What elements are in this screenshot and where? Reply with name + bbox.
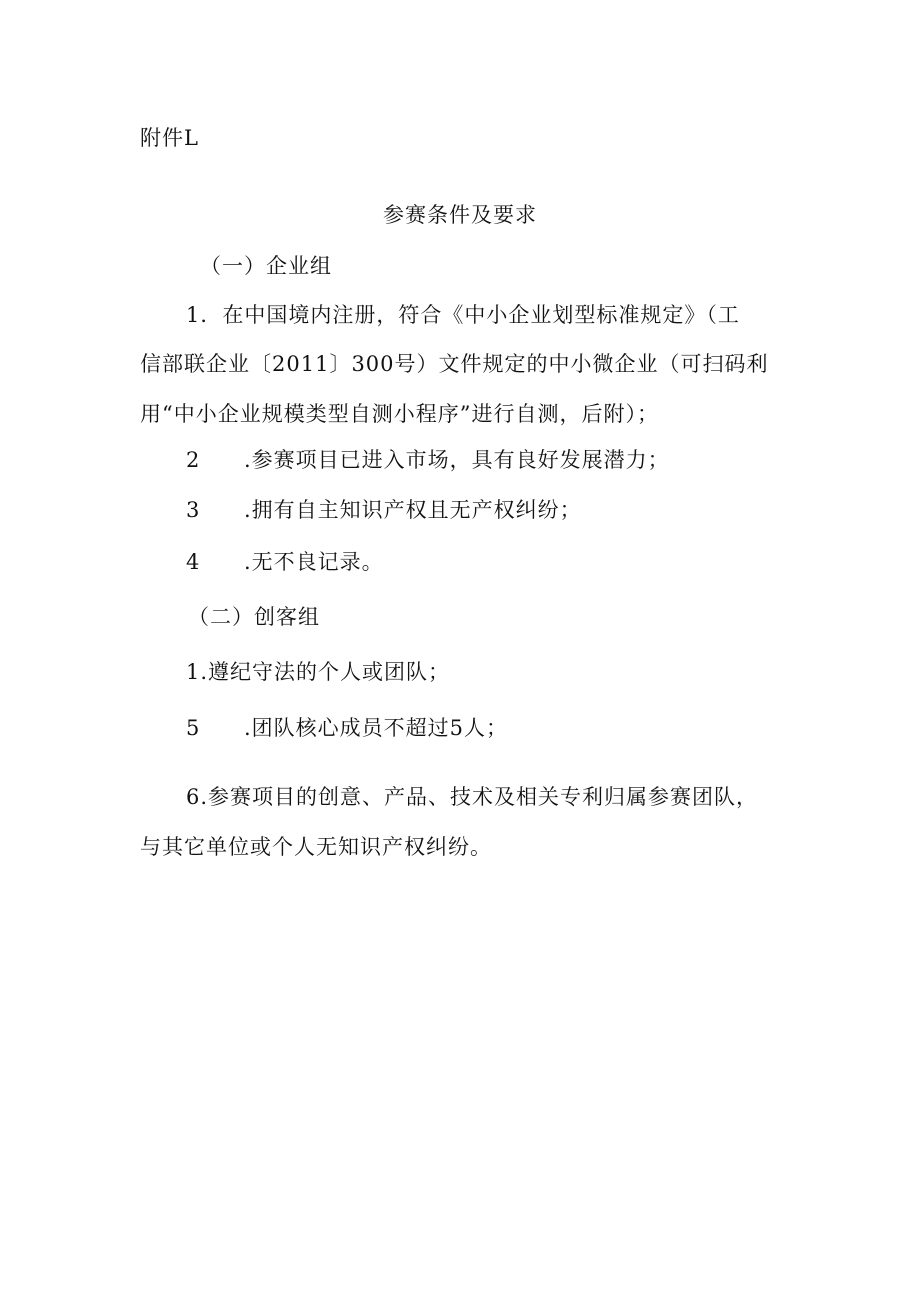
item-number: 4 xyxy=(186,550,201,574)
maker-item-1: 1.遵纪守法的个人或团队； xyxy=(186,660,451,684)
maker-item-6-line-1: 6.参赛项目的创意、产品、技术及相关专利归属参赛团队， xyxy=(186,785,759,809)
enterprise-item-2 xyxy=(186,450,670,471)
item-text: .无不良记录。 xyxy=(244,550,384,574)
document-title: 参赛条件及要求 xyxy=(383,203,537,227)
section-heading-maker: （二）创客组 xyxy=(188,605,320,629)
maker-item-5 xyxy=(186,718,508,739)
enterprise-item-1-line-3: 用“中小企业规模类型自测小程序”进行自测，后附）； xyxy=(140,402,659,426)
attachment-label: 附件L xyxy=(140,126,199,150)
section-heading-enterprise: （一）企业组 xyxy=(200,254,332,278)
item-number: 5 xyxy=(186,716,201,740)
enterprise-item-3 xyxy=(186,500,582,521)
enterprise-item-4 xyxy=(186,552,384,573)
maker-item-6-line-2: 与其它单位或个人无知识产权纠纷。 xyxy=(140,835,492,859)
enterprise-item-1-line-2: 信部联企业〔2011〕300号）文件规定的中小微企业（可扫码利 xyxy=(140,352,769,376)
item-text: .拥有自主知识产权且无产权纠纷； xyxy=(244,498,582,522)
item-number: 3 xyxy=(186,498,201,522)
item-number: 2 xyxy=(186,448,201,472)
enterprise-item-1-line-1: 1．在中国境内注册，符合《中小企业划型标准规定》（工 xyxy=(186,303,740,327)
item-text: .团队核心成员不超过5人； xyxy=(244,716,509,740)
item-text: .参赛项目已进入市场，具有良好发展潜力； xyxy=(244,448,670,472)
